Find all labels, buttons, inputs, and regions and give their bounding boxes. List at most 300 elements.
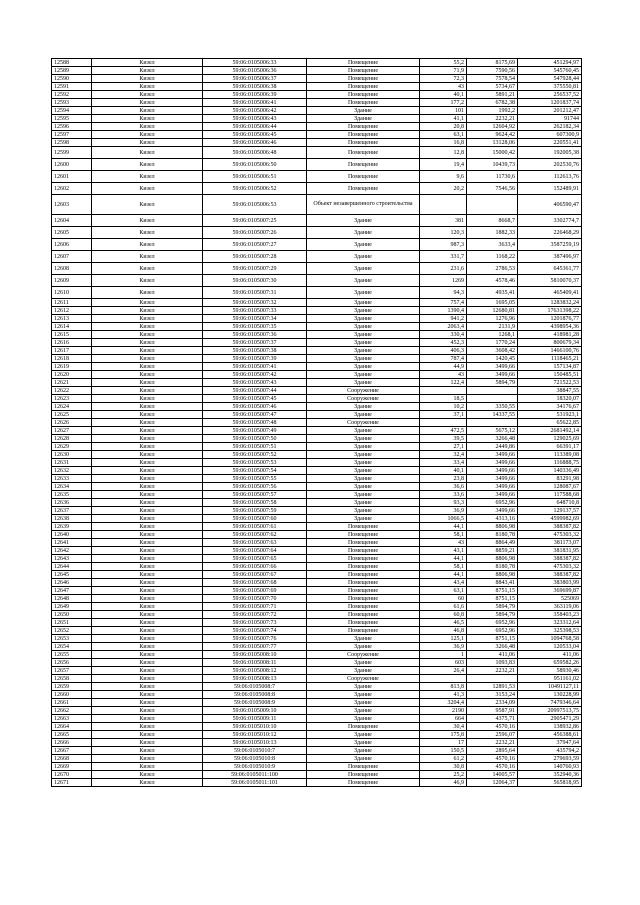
- area-cell: 72,3: [420, 75, 467, 83]
- cadastral-value-cell: 192005,38: [518, 147, 582, 159]
- area-cell: [420, 675, 467, 683]
- city-cell: Кизел: [92, 459, 203, 467]
- row-number: 12650: [52, 611, 92, 619]
- table-row: [52, 183, 582, 195]
- cadastral-value-cell: 226468,29: [518, 227, 582, 239]
- area-cell: 43: [420, 371, 467, 379]
- cadastral-number-cell: 59:06:0105007:42: [203, 371, 307, 379]
- area-cell: 43,1: [420, 547, 467, 555]
- city-cell: Кизел: [92, 715, 203, 723]
- table-row: [52, 675, 582, 683]
- cadastral-value-cell: 659582,26: [518, 659, 582, 667]
- city-cell: Кизел: [92, 699, 203, 707]
- row-number: 12593: [52, 99, 92, 107]
- row-number: 12644: [52, 563, 92, 571]
- city-cell: Кизел: [92, 691, 203, 699]
- row-number: 12638: [52, 515, 92, 523]
- specific-value-cell: 7546,56: [467, 183, 518, 195]
- specific-value-cell: 8751,15: [467, 635, 518, 643]
- specific-value-cell: 3499,66: [467, 371, 518, 379]
- cadastral-number-cell: 59:06:0105008:7: [203, 683, 307, 691]
- row-number: 12646: [52, 579, 92, 587]
- city-cell: Кизел: [92, 555, 203, 563]
- cadastral-value-cell: 20997513,75: [518, 707, 582, 715]
- specific-value-cell: 8751,15: [467, 587, 518, 595]
- specific-value-cell: 1882,33: [467, 227, 518, 239]
- object-type-cell: Здание: [307, 379, 420, 387]
- cadastral-value-cell: 369699,87: [518, 587, 582, 595]
- object-type-cell: Помещение: [307, 131, 420, 139]
- area-cell: 46,9: [420, 779, 467, 787]
- cadastral-number-cell: 59:06:0105007:71: [203, 603, 307, 611]
- table-row: [52, 331, 582, 339]
- cadastral-value-cell: 10491127,11: [518, 683, 582, 691]
- cadastral-value-cell: 128087,67: [518, 483, 582, 491]
- object-type-cell: Здание: [307, 507, 420, 515]
- table-row: [52, 723, 582, 731]
- table-row: [52, 475, 582, 483]
- area-cell: 40,1: [420, 467, 467, 475]
- city-cell: Кизел: [92, 451, 203, 459]
- table-row: [52, 139, 582, 147]
- table-row: [52, 251, 582, 263]
- object-type-cell: Здание: [307, 499, 420, 507]
- table-row: [52, 779, 582, 787]
- specific-value-cell: 14337,55: [467, 411, 518, 419]
- city-cell: Кизел: [92, 763, 203, 771]
- specific-value-cell: 9624,42: [467, 131, 518, 139]
- table-row: [52, 215, 582, 227]
- row-number: 12601: [52, 171, 92, 183]
- row-number: 12645: [52, 571, 92, 579]
- area-cell: 36,9: [420, 643, 467, 651]
- object-type-cell: Здание: [307, 691, 420, 699]
- row-number: 12616: [52, 339, 92, 347]
- table-row: [52, 507, 582, 515]
- row-number: 12663: [52, 715, 92, 723]
- cadastral-value-cell: 1466100,76: [518, 347, 582, 355]
- city-cell: Кизел: [92, 355, 203, 363]
- cadastral-number-cell: 59:06:0105007:66: [203, 563, 307, 571]
- area-cell: 58,1: [420, 563, 467, 571]
- table-row: [52, 643, 582, 651]
- cadastral-number-cell: 59:06:0105007:63: [203, 539, 307, 547]
- specific-value-cell: 2232,21: [467, 739, 518, 747]
- cadastral-value-cell: 140336,49: [518, 467, 582, 475]
- object-type-cell: Здание: [307, 215, 420, 227]
- specific-value-cell: 1168,22: [467, 251, 518, 263]
- area-cell: 32,4: [420, 451, 467, 459]
- specific-value-cell: 8806,98: [467, 523, 518, 531]
- specific-value-cell: [467, 419, 518, 427]
- table-row: [52, 571, 582, 579]
- specific-value-cell: 7578,54: [467, 75, 518, 83]
- table-row: [52, 287, 582, 299]
- cadastral-value-cell: 406590,47: [518, 195, 582, 215]
- specific-value-cell: 2232,21: [467, 667, 518, 675]
- table-row: [52, 263, 582, 275]
- cadastral-number-cell: 59:06:0105006:37: [203, 75, 307, 83]
- city-cell: Кизел: [92, 215, 203, 227]
- city-cell: Кизел: [92, 403, 203, 411]
- area-cell: 27,1: [420, 443, 467, 451]
- row-number: 12614: [52, 323, 92, 331]
- specific-value-cell: 4375,71: [467, 715, 518, 723]
- row-number: 12633: [52, 475, 92, 483]
- cadastral-value-cell: 435794,2: [518, 747, 582, 755]
- city-cell: Кизел: [92, 299, 203, 307]
- row-number: 12640: [52, 531, 92, 539]
- cadastral-value-cell: 34176,67: [518, 403, 582, 411]
- table-row: [52, 539, 582, 547]
- row-number: 12597: [52, 131, 92, 139]
- city-cell: Кизел: [92, 595, 203, 603]
- table-row: [52, 323, 582, 331]
- city-cell: Кизел: [92, 659, 203, 667]
- object-type-cell: Здание: [307, 659, 420, 667]
- city-cell: Кизел: [92, 603, 203, 611]
- object-type-cell: Здание: [307, 683, 420, 691]
- area-cell: 63,1: [420, 587, 467, 595]
- table-row: [52, 595, 582, 603]
- object-type-cell: Помещение: [307, 91, 420, 99]
- row-number: 12639: [52, 523, 92, 531]
- area-cell: 452,3: [420, 339, 467, 347]
- area-cell: 1390,4: [420, 307, 467, 315]
- row-number: 12600: [52, 159, 92, 171]
- specific-value-cell: 13128,06: [467, 139, 518, 147]
- object-type-cell: Здание: [307, 739, 420, 747]
- cadastral-number-cell: 59:06:0105007:54: [203, 467, 307, 475]
- cadastral-number-cell: 59:06:0105006:50: [203, 159, 307, 171]
- specific-value-cell: 6952,96: [467, 627, 518, 635]
- row-number: 12659: [52, 683, 92, 691]
- table-row: [52, 363, 582, 371]
- cadastral-number-cell: 59:06:0105010:10: [203, 723, 307, 731]
- cadastral-number-cell: 59:06:0105007:49: [203, 427, 307, 435]
- cadastral-number-cell: 59:06:0105006:43: [203, 115, 307, 123]
- area-cell: 71,9: [420, 67, 467, 75]
- specific-value-cell: 6952,96: [467, 499, 518, 507]
- object-type-cell: Сооружение: [307, 387, 420, 395]
- cadastral-value-cell: 545760,45: [518, 67, 582, 75]
- cadastral-number-cell: 59:06:0105008:9: [203, 699, 307, 707]
- table-row: [52, 131, 582, 139]
- city-cell: Кизел: [92, 651, 203, 659]
- area-cell: 93,3: [420, 499, 467, 507]
- specific-value-cell: [467, 195, 518, 215]
- row-number: 12629: [52, 443, 92, 451]
- cadastral-number-cell: 59:06:0105007:74: [203, 627, 307, 635]
- city-cell: Кизел: [92, 755, 203, 763]
- object-type-cell: Помещение: [307, 171, 420, 183]
- row-number: 12595: [52, 115, 92, 123]
- city-cell: Кизел: [92, 627, 203, 635]
- city-cell: Кизел: [92, 387, 203, 395]
- row-number: 12620: [52, 371, 92, 379]
- specific-value-cell: 8668,7: [467, 215, 518, 227]
- city-cell: Кизел: [92, 339, 203, 347]
- table-row: [52, 443, 582, 451]
- table-row: [52, 59, 582, 67]
- row-number: 12671: [52, 779, 92, 787]
- cadastral-value-cell: 262182,34: [518, 123, 582, 131]
- specific-value-cell: 1268,1: [467, 331, 518, 339]
- cadastral-number-cell: 59:06:0105006:45: [203, 131, 307, 139]
- object-type-cell: Помещение: [307, 539, 420, 547]
- object-type-cell: Здание: [307, 443, 420, 451]
- cadastral-number-cell: 59:06:0105010:13: [203, 739, 307, 747]
- cadastral-value-cell: 120533,04: [518, 643, 582, 651]
- city-cell: Кизел: [92, 531, 203, 539]
- area-cell: 39,5: [420, 435, 467, 443]
- cadastral-value-cell: 1201837,74: [518, 99, 582, 107]
- cadastral-number-cell: 59:06:0105010:8: [203, 755, 307, 763]
- cadastral-value-cell: 451294,97: [518, 59, 582, 67]
- city-cell: Кизел: [92, 675, 203, 683]
- specific-value-cell: 8180,78: [467, 531, 518, 539]
- cadastral-value-cell: 38847,55: [518, 387, 582, 395]
- city-cell: Кизел: [92, 159, 203, 171]
- table-row: [52, 67, 582, 75]
- cadastral-number-cell: 59:06:0105007:26: [203, 227, 307, 239]
- specific-value-cell: 3266,48: [467, 435, 518, 443]
- specific-value-cell: 2334,09: [467, 699, 518, 707]
- object-type-cell: Помещение: [307, 555, 420, 563]
- row-number: 12627: [52, 427, 92, 435]
- cadastral-number-cell: 59:06:0105007:31: [203, 287, 307, 299]
- area-cell: 46,5: [420, 619, 467, 627]
- object-type-cell: Здание: [307, 699, 420, 707]
- table-row: [52, 587, 582, 595]
- area-cell: 331,7: [420, 251, 467, 263]
- city-cell: Кизел: [92, 579, 203, 587]
- cadastral-value-cell: 456388,61: [518, 731, 582, 739]
- cadastral-value-cell: 951161,02: [518, 675, 582, 683]
- cadastral-number-cell: 59:06:0105007:30: [203, 275, 307, 287]
- specific-value-cell: 15000,42: [467, 147, 518, 159]
- area-cell: 1: [420, 651, 467, 659]
- table-row: [52, 515, 582, 523]
- specific-value-cell: 3266,48: [467, 643, 518, 651]
- object-type-cell: Здание: [307, 315, 420, 323]
- cadastral-number-cell: 59:06:0105007:55: [203, 475, 307, 483]
- cadastral-number-cell: 59:06:0105006:42: [203, 107, 307, 115]
- object-type-cell: Здание: [307, 747, 420, 755]
- cadastral-number-cell: 59:06:0105007:45: [203, 395, 307, 403]
- area-cell: 40,1: [420, 91, 467, 99]
- table-row: [52, 159, 582, 171]
- city-cell: Кизел: [92, 467, 203, 475]
- table-row: [52, 659, 582, 667]
- object-type-cell: Помещение: [307, 99, 420, 107]
- specific-value-cell: 5894,79: [467, 379, 518, 387]
- object-type-cell: Здание: [307, 115, 420, 123]
- object-type-cell: Здание: [307, 107, 420, 115]
- object-type-cell: Здание: [307, 307, 420, 315]
- cadastral-number-cell: 59:06:0105011:101: [203, 779, 307, 787]
- area-cell: 43: [420, 83, 467, 91]
- area-cell: 125,1: [420, 635, 467, 643]
- row-number: 12657: [52, 667, 92, 675]
- table-row: [52, 355, 582, 363]
- row-number: 12642: [52, 547, 92, 555]
- area-cell: 44,1: [420, 523, 467, 531]
- specific-value-cell: [467, 675, 518, 683]
- city-cell: Кизел: [92, 91, 203, 99]
- area-cell: 63,1: [420, 131, 467, 139]
- city-cell: Кизел: [92, 779, 203, 787]
- cadastral-number-cell: 59:06:0105006:36: [203, 67, 307, 75]
- cadastral-number-cell: 59:06:0105007:46: [203, 403, 307, 411]
- table-row: [52, 403, 582, 411]
- city-cell: Кизел: [92, 147, 203, 159]
- cadastral-value-cell: 150485,51: [518, 371, 582, 379]
- row-number: 12668: [52, 755, 92, 763]
- cadastral-value-cell: 91744: [518, 115, 582, 123]
- table-row: [52, 579, 582, 587]
- city-cell: Кизел: [92, 499, 203, 507]
- table-row: [52, 195, 582, 215]
- area-cell: 44,1: [420, 571, 467, 579]
- row-number: 12630: [52, 451, 92, 459]
- specific-value-cell: 8864,49: [467, 539, 518, 547]
- cadastral-number-cell: 59:06:0105007:57: [203, 491, 307, 499]
- cadastral-value-cell: 565818,95: [518, 779, 582, 787]
- specific-value-cell: 8806,98: [467, 571, 518, 579]
- row-number: 12591: [52, 83, 92, 91]
- row-number: 12637: [52, 507, 92, 515]
- object-type-cell: Здание: [307, 371, 420, 379]
- area-cell: 33,4: [420, 459, 467, 467]
- specific-value-cell: 9587,91: [467, 707, 518, 715]
- table-row: [52, 347, 582, 355]
- city-cell: Кизел: [92, 475, 203, 483]
- city-cell: Кизел: [92, 315, 203, 323]
- cadastral-value-cell: 112613,76: [518, 171, 582, 183]
- area-cell: 58,1: [420, 531, 467, 539]
- specific-value-cell: 3499,66: [467, 363, 518, 371]
- area-cell: 18,5: [420, 395, 467, 403]
- object-type-cell: Сооружение: [307, 675, 420, 683]
- object-type-cell: Помещение: [307, 563, 420, 571]
- object-type-cell: Помещение: [307, 579, 420, 587]
- row-number: 12662: [52, 707, 92, 715]
- cadastral-value-cell: 130228,99: [518, 691, 582, 699]
- area-cell: 36,6: [420, 483, 467, 491]
- cadastral-value-cell: 525069: [518, 595, 582, 603]
- cadastral-number-cell: 59:06:0105007:48: [203, 419, 307, 427]
- cadastral-value-cell: 387496,97: [518, 251, 582, 263]
- specific-value-cell: 2131,9: [467, 323, 518, 331]
- cadastral-value-cell: 66391,17: [518, 443, 582, 451]
- specific-value-cell: 3153,24: [467, 691, 518, 699]
- cadastral-value-cell: 475303,32: [518, 531, 582, 539]
- specific-value-cell: 12680,81: [467, 307, 518, 315]
- city-cell: Кизел: [92, 739, 203, 747]
- cadastral-number-cell: 59:06:0105007:51: [203, 443, 307, 451]
- row-number: 12643: [52, 555, 92, 563]
- city-cell: Кизел: [92, 195, 203, 215]
- cadastral-number-cell: 59:06:0105007:52: [203, 451, 307, 459]
- object-type-cell: Здание: [307, 299, 420, 307]
- row-number: 12621: [52, 379, 92, 387]
- object-type-cell: Здание: [307, 491, 420, 499]
- area-cell: 41,1: [420, 115, 467, 123]
- table-row: [52, 275, 582, 287]
- specific-value-cell: 3608,42: [467, 347, 518, 355]
- specific-value-cell: 3499,66: [467, 507, 518, 515]
- row-number: 12666: [52, 739, 92, 747]
- row-number: 12590: [52, 75, 92, 83]
- row-number: 12664: [52, 723, 92, 731]
- city-cell: Кизел: [92, 371, 203, 379]
- city-cell: Кизел: [92, 515, 203, 523]
- cadastral-number-cell: 59:06:0105009:11: [203, 715, 307, 723]
- city-cell: Кизел: [92, 547, 203, 555]
- object-type-cell: Здание: [307, 403, 420, 411]
- table-row: [52, 739, 582, 747]
- area-cell: 44,1: [420, 555, 467, 563]
- table-row: [52, 731, 582, 739]
- object-type-cell: Помещение: [307, 571, 420, 579]
- cadastral-number-cell: 59:06:0105009:10: [203, 707, 307, 715]
- area-cell: 1066,5: [420, 515, 467, 523]
- table-row: [52, 451, 582, 459]
- cadastral-value-cell: 645361,77: [518, 263, 582, 275]
- cadastral-number-cell: 59:06:0105007:34: [203, 315, 307, 323]
- city-cell: Кизел: [92, 619, 203, 627]
- object-type-cell: Помещение: [307, 59, 420, 67]
- cadastral-value-cell: 116888,75: [518, 459, 582, 467]
- specific-value-cell: 5891,21: [467, 91, 518, 99]
- row-number: 12656: [52, 659, 92, 667]
- area-cell: 23,8: [420, 475, 467, 483]
- object-type-cell: Здание: [307, 323, 420, 331]
- specific-value-cell: 3633,4: [467, 239, 518, 251]
- row-number: 12649: [52, 603, 92, 611]
- specific-value-cell: 8806,98: [467, 555, 518, 563]
- object-type-cell: Помещение: [307, 587, 420, 595]
- cadastral-value-cell: 201212,47: [518, 107, 582, 115]
- cadastral-number-cell: 59:06:0105006:46: [203, 139, 307, 147]
- city-cell: Кизел: [92, 67, 203, 75]
- object-type-cell: Здание: [307, 707, 420, 715]
- object-type-cell: Объект незавершенного строительства: [307, 195, 420, 215]
- row-number: 12596: [52, 123, 92, 131]
- cadastral-value-cell: 138932,86: [518, 723, 582, 731]
- area-cell: 25,2: [420, 771, 467, 779]
- area-cell: 20,8: [420, 123, 467, 131]
- cadastral-number-cell: 59:06:0105007:69: [203, 587, 307, 595]
- cadastral-number-cell: 59:06:0105006:39: [203, 91, 307, 99]
- specific-value-cell: 6952,96: [467, 619, 518, 627]
- cadastral-number-cell: 59:06:0105010:7: [203, 747, 307, 755]
- object-type-cell: Здание: [307, 475, 420, 483]
- city-cell: Кизел: [92, 275, 203, 287]
- row-number: 12619: [52, 363, 92, 371]
- row-number: 12654: [52, 643, 92, 651]
- city-cell: Кизел: [92, 59, 203, 67]
- area-cell: 60: [420, 595, 467, 603]
- row-number: 12610: [52, 287, 92, 299]
- cadastral-number-cell: 59:06:0105007:76: [203, 635, 307, 643]
- table-row: [52, 707, 582, 715]
- cadastral-value-cell: 375550,81: [518, 83, 582, 91]
- city-cell: Кизел: [92, 435, 203, 443]
- area-cell: [420, 419, 467, 427]
- cadastral-value-cell: 2681492,14: [518, 427, 582, 435]
